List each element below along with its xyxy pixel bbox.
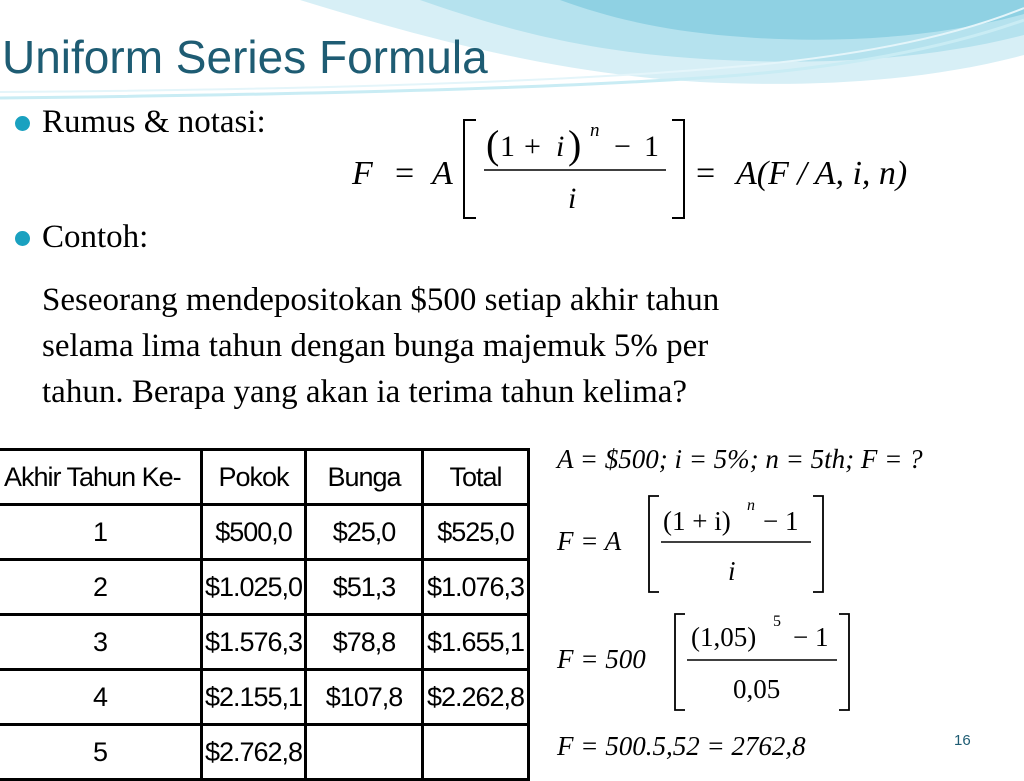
solution-step1-num-exp: n [747, 497, 755, 514]
table-header-cell: Akhir Tahun Ke- [0, 450, 202, 505]
formula-num-close: ) [568, 122, 582, 167]
bullet-contoh [42, 219, 148, 256]
formula-num-plus: + [524, 130, 541, 163]
formula-eq1: = [395, 155, 415, 192]
solution-step1-num-base: (1 + i) [663, 506, 731, 536]
table-cell: $25,0 [306, 505, 423, 560]
formula-num-one: 1 [500, 130, 515, 163]
main-formula [340, 112, 980, 227]
bullet-rumus-label: Rumus & notasi: [42, 104, 266, 140]
example-paragraph [42, 277, 942, 415]
bullet-dot-icon [15, 231, 30, 246]
formula-rhs: A(F / A, i, n) [736, 155, 908, 192]
table-row [0, 670, 529, 725]
solution-step2-num-base: (1,05) [691, 622, 757, 652]
table-cell: 2 [0, 560, 202, 615]
page-number: 16 [954, 732, 971, 749]
formula-num-exp: n [590, 120, 600, 141]
solution-step1-num-tail: − 1 [763, 506, 799, 536]
formula-den: i [568, 182, 577, 215]
bullet-dot-icon [15, 116, 30, 131]
paragraph-line: selama lima tahun dengan bunga majemuk 5% per [42, 328, 709, 364]
formula-A: A [432, 155, 453, 192]
table-cell: $78,8 [306, 615, 423, 670]
solution-step1-lhs: F = A [557, 526, 622, 556]
slide-title: Uniform Series Formula [2, 31, 488, 83]
solution-step2-num-tail: − 1 [793, 622, 829, 652]
table-cell: $1.576,3 [202, 615, 306, 670]
table-header-cell: Bunga [306, 450, 423, 505]
table-cell: 3 [0, 615, 202, 670]
table-cell [306, 725, 423, 780]
table-header-cell: Total [423, 450, 529, 505]
solution-step2-num-exp: 5 [773, 613, 781, 630]
table-cell: $525,0 [423, 505, 529, 560]
table-cell: $2.155,1 [202, 670, 306, 725]
table-row [0, 505, 529, 560]
table-header-row [0, 450, 529, 505]
solution-result: F = 500.5,52 = 2762,8 [557, 731, 806, 761]
bullet-rumus [42, 104, 266, 141]
table-cell: $51,3 [306, 560, 423, 615]
table-cell: $1.655,1 [423, 615, 529, 670]
paragraph-line: Seseorang mendepositokan $500 setiap akhir tahun [42, 282, 720, 318]
paragraph-line: tahun. Berapa yang akan ia terima tahun kelima? [42, 374, 688, 410]
solution-step1-den: i [728, 556, 736, 586]
solution-formulas [555, 438, 1020, 768]
bullet-contoh-label: Contoh: [42, 219, 149, 255]
table-cell: 4 [0, 670, 202, 725]
deposit-table [0, 448, 530, 781]
solution-step2-lhs: F = 500 [557, 644, 646, 674]
table-cell: $2.762,8 [202, 725, 306, 780]
table-cell: $1.025,0 [202, 560, 306, 615]
table-cell: $2.262,8 [423, 670, 529, 725]
table-header-cell: Pokok [202, 450, 306, 505]
solution-given: A = $500; i = 5%; n = 5th; F = ? [557, 444, 923, 474]
table-cell: 1 [0, 505, 202, 560]
table-cell: $1.076,3 [423, 560, 529, 615]
table-row [0, 725, 529, 780]
table-row [0, 560, 529, 615]
table-cell [423, 725, 529, 780]
table-cell: 5 [0, 725, 202, 780]
formula-F: F [352, 155, 373, 192]
formula-eq2: = [696, 155, 716, 192]
formula-num-i: i [556, 130, 565, 163]
table-cell: $500,0 [202, 505, 306, 560]
formula-num-open: ( [486, 122, 500, 167]
solution-step2-den: 0,05 [733, 674, 781, 704]
table-row [0, 615, 529, 670]
formula-num-one2: 1 [644, 130, 659, 163]
table-cell: $107,8 [306, 670, 423, 725]
formula-num-minus: − [614, 130, 631, 163]
